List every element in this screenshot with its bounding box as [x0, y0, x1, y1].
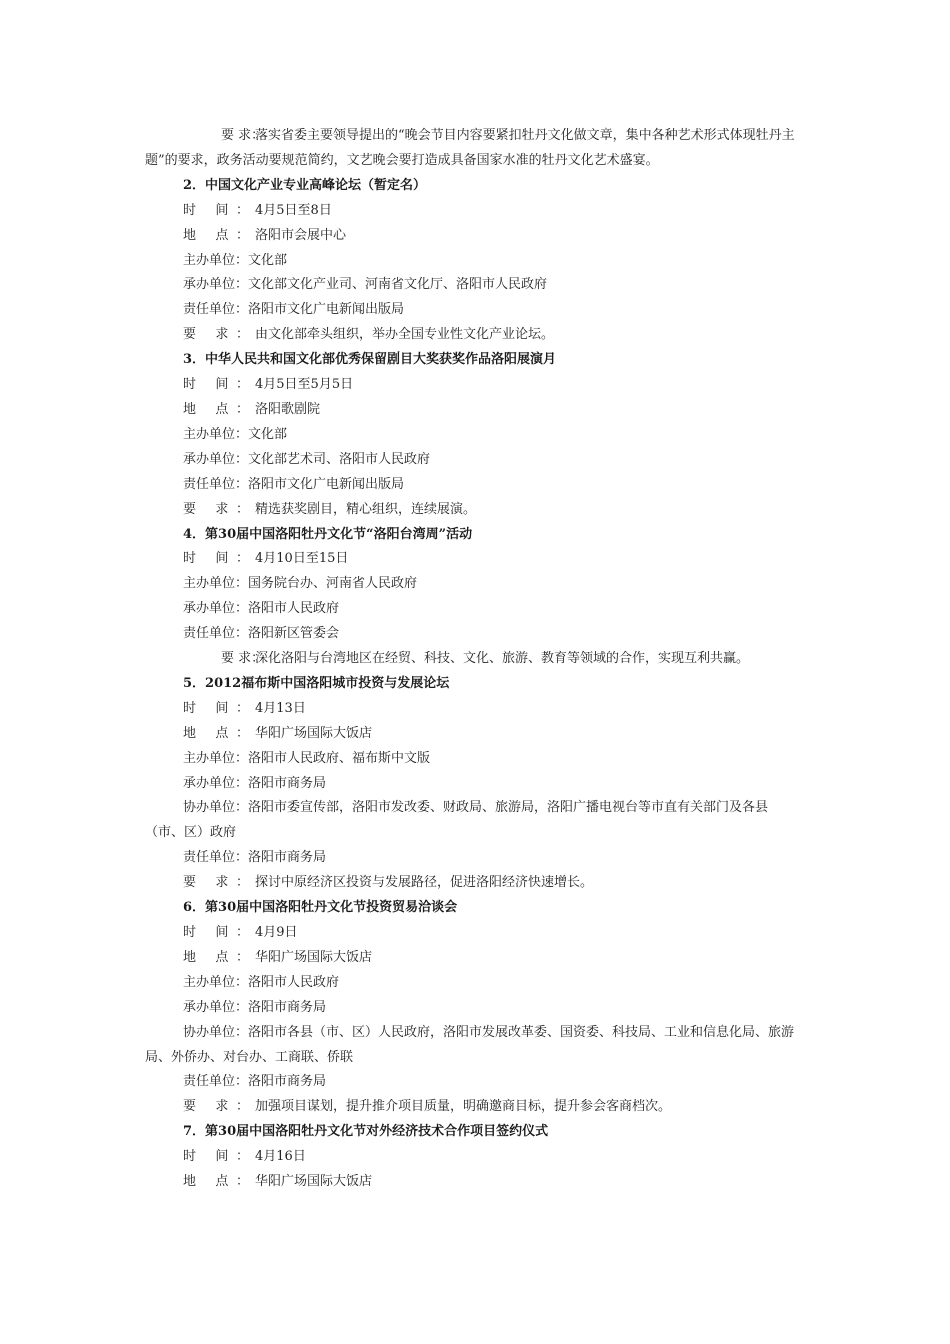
field-value: 加强项目谋划，提升推介项目质量，明确邀商目标，提升参会客商档次。 — [255, 1099, 672, 1115]
field-row — [145, 871, 807, 896]
field-value: 洛阳市文化广电新闻出版局 — [248, 476, 405, 492]
field-value: 4月13日 — [255, 700, 306, 716]
field-value: 洛阳市人民政府 — [248, 974, 340, 990]
section-heading: 5．2012福布斯中国洛阳城市投资与发展论坛 — [183, 675, 450, 691]
field-row — [145, 946, 807, 971]
section-heading: 2．中国文化产业专业高峰论坛（暂定名） — [183, 177, 427, 193]
field-label: 时 间： — [183, 551, 249, 567]
field-value: 文化部 — [248, 426, 288, 442]
field-label: 承办单位： — [183, 277, 249, 293]
field-label: 要 求： — [183, 875, 249, 891]
field-label: 主办单位： — [183, 750, 249, 766]
field-value: 探讨中原经济区投资与发展路径，促进洛阳经济快速增长。 — [255, 875, 594, 891]
field-row — [145, 921, 807, 946]
field-label: 协办单位： — [183, 800, 249, 816]
field-label: 要 求： — [221, 128, 265, 143]
field-row — [145, 971, 807, 996]
field-row — [145, 1070, 807, 1095]
field-value: 洛阳市各县（市、区）人民政府，洛阳市发展改革委、国资委、科技局、工业和信息化局、旅游局、外侨办、对台办、工商联、侨联 — [145, 1024, 795, 1065]
field-value: 洛阳市商务局 — [248, 999, 327, 1015]
section-heading: 4．第30届中国洛阳牡丹文化节“洛阳台湾周”活动 — [183, 526, 473, 542]
field-label: 地 点： — [183, 227, 249, 243]
field-label: 要 求： — [221, 651, 265, 667]
field-value: 由文化部牵头组织，举办全国专业性文化产业论坛。 — [255, 327, 555, 343]
section-heading: 3．中华人民共和国文化部优秀保留剧目大奖获奖作品洛阳展演月 — [183, 352, 557, 368]
field-label: 承办单位： — [183, 451, 249, 467]
field-value: 落实省委主要领导提出的“晚会节目内容要紧扣牡丹文化做文章，集中各种艺术形式体现牡丹主题”的要求，政务活动要规范简约，文艺晚会要打造成具备国家水准的牡丹文化艺术盛宴。 — [145, 128, 795, 168]
field-value: 华阳广场国际大饭店 — [255, 949, 373, 965]
field-value: 洛阳市商务局 — [248, 850, 327, 866]
field-value: 文化部文化产业司、河南省文化厅、洛阳市人民政府 — [248, 277, 548, 293]
field-row — [145, 1145, 807, 1170]
field-row — [145, 273, 807, 298]
field-row — [145, 1021, 807, 1071]
document-page — [145, 124, 807, 1195]
field-value: 洛阳市商务局 — [248, 1074, 327, 1090]
field-row — [145, 597, 807, 622]
field-value: 洛阳市会展中心 — [255, 227, 347, 243]
field-row — [145, 846, 807, 871]
field-label: 责任单位： — [183, 626, 249, 642]
field-label: 承办单位： — [183, 775, 249, 791]
field-label: 责任单位： — [183, 1074, 249, 1090]
field-row — [145, 323, 807, 348]
field-row — [145, 697, 807, 722]
field-value: 洛阳歌剧院 — [255, 401, 321, 417]
field-row — [145, 572, 807, 597]
field-value: 洛阳市人民政府、福布斯中文版 — [248, 750, 431, 766]
field-value: 文化部艺术司、洛阳市人民政府 — [248, 451, 431, 467]
field-label: 责任单位： — [183, 850, 249, 866]
section-heading: 6．第30届中国洛阳牡丹文化节投资贸易洽谈会 — [183, 900, 458, 916]
field-row — [145, 547, 807, 572]
field-label: 主办单位： — [183, 974, 249, 990]
field-row — [145, 796, 807, 846]
field-value: 精选获奖剧目，精心组织，连续展演。 — [255, 501, 477, 517]
intro-requirement — [145, 124, 807, 174]
field-label: 责任单位： — [183, 302, 249, 318]
section-list — [145, 174, 807, 1195]
field-value: 洛阳市商务局 — [248, 775, 327, 791]
field-value: 4月16日 — [255, 1149, 306, 1165]
field-label: 主办单位： — [183, 426, 249, 442]
field-label: 时 间： — [183, 377, 249, 393]
field-value: 4月5日至8日 — [255, 202, 332, 218]
field-row — [145, 249, 807, 274]
field-label: 承办单位： — [183, 601, 249, 617]
field-row — [145, 747, 807, 772]
field-label: 地 点： — [183, 401, 249, 417]
field-row — [145, 398, 807, 423]
field-row — [145, 647, 807, 672]
field-label: 要 求： — [183, 1099, 249, 1115]
field-row — [145, 423, 807, 448]
field-value: 4月10日至15日 — [255, 551, 349, 567]
field-label: 地 点： — [183, 949, 249, 965]
field-label: 责任单位： — [183, 476, 249, 492]
field-value: 4月5日至5月5日 — [255, 377, 354, 393]
field-label: 时 间： — [183, 925, 249, 940]
field-value: 洛阳市人民政府 — [248, 601, 340, 617]
field-label: 时 间： — [183, 1149, 249, 1165]
field-row — [145, 448, 807, 473]
field-row — [145, 622, 807, 647]
field-row — [145, 298, 807, 323]
field-value: 洛阳市文化广电新闻出版局 — [248, 302, 405, 318]
field-row — [145, 996, 807, 1021]
field-label: 地 点： — [183, 725, 249, 741]
field-row — [145, 1095, 807, 1120]
section-heading: 7．第30届中国洛阳牡丹文化节对外经济技术合作项目签约仪式 — [183, 1124, 549, 1140]
field-value: 洛阳市委宣传部，洛阳市发改委、财政局、旅游局，洛阳广播电视台等市直有关部门及各县（市、区）政府 — [145, 800, 769, 841]
field-label: 协办单位： — [183, 1024, 249, 1040]
field-row — [145, 373, 807, 398]
field-row — [145, 199, 807, 224]
field-value: 华阳广场国际大饭店 — [255, 725, 373, 741]
field-value: 4月9日 — [255, 925, 298, 940]
field-label: 要 求： — [183, 501, 249, 517]
field-row — [145, 772, 807, 797]
field-value: 文化部 — [248, 252, 288, 268]
field-row — [145, 473, 807, 498]
field-value: 国务院台办、河南省人民政府 — [248, 576, 418, 592]
field-row — [145, 722, 807, 747]
field-label: 主办单位： — [183, 252, 249, 268]
field-label: 要 求： — [183, 327, 249, 343]
field-label: 承办单位： — [183, 999, 249, 1015]
field-value: 深化洛阳与台湾地区在经贸、科技、文化、旅游、教育等领域的合作，实现互利共赢。 — [255, 651, 750, 667]
field-label: 时 间： — [183, 700, 249, 716]
field-row — [145, 1170, 807, 1195]
field-row — [145, 224, 807, 249]
field-label: 主办单位： — [183, 576, 249, 592]
field-value: 洛阳新区管委会 — [248, 626, 340, 642]
field-row — [145, 498, 807, 523]
field-label: 时 间： — [183, 202, 249, 218]
field-label: 地 点： — [183, 1174, 249, 1190]
field-value: 华阳广场国际大饭店 — [255, 1174, 373, 1190]
